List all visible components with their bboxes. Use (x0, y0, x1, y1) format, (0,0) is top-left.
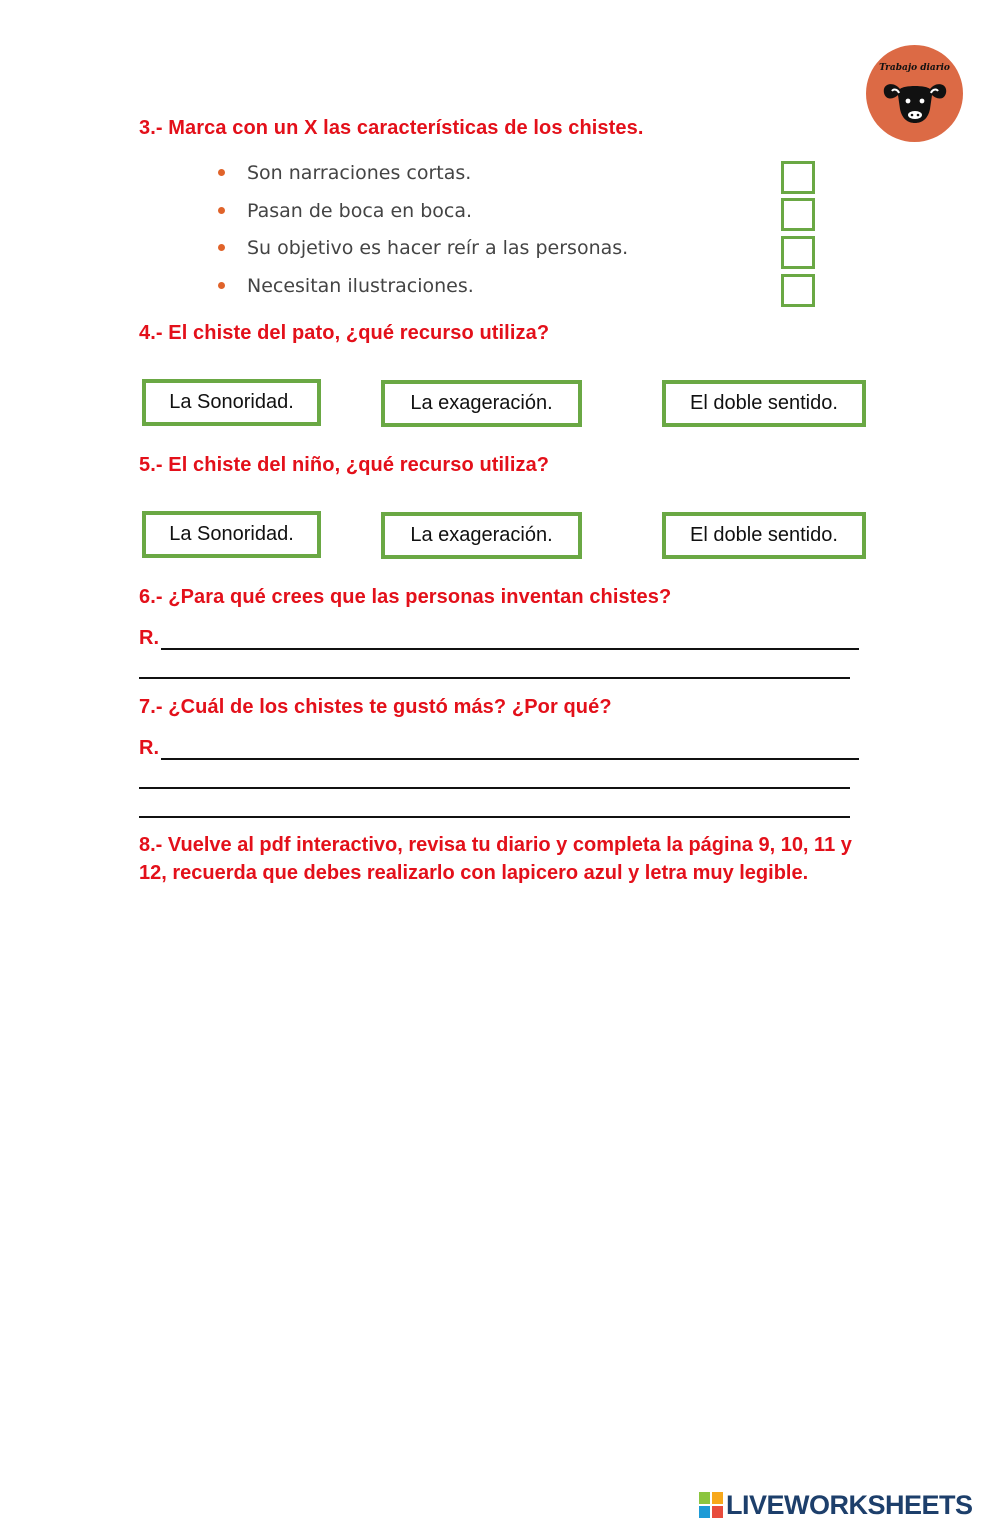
worksheet-logo (866, 45, 963, 142)
brand-name: LIVEWORKSHEETS (726, 1489, 973, 1520)
q5-option-sonoridad[interactable]: La Sonoridad. (142, 511, 321, 558)
logo-caption: Trabajo diario (879, 63, 950, 73)
q5-option-doble-sentido[interactable]: El doble sentido. (662, 512, 866, 559)
bullet-icon (218, 244, 225, 251)
bullet-icon (218, 282, 225, 289)
checkbox-item-1[interactable] (781, 161, 815, 194)
bullet-icon (218, 169, 225, 176)
answer-6-line-2[interactable] (139, 677, 850, 679)
liveworksheets-logo-icon (699, 1492, 723, 1518)
question-8-text: 8.- Vuelve al pdf interactivo, revisa tu diario y completa la página 9, 10, 11 y 12, recuerda que debes realizarlo con lapicero azul y letra muy legible. (139, 834, 852, 884)
bullet-icon (218, 207, 225, 214)
buffalo-icon (880, 79, 950, 125)
answer-6-prefix: R. (139, 627, 159, 649)
answer-7-line-2[interactable] (139, 787, 850, 789)
question-4-title: 4.- El chiste del pato, ¿qué recurso utiliza? (139, 322, 550, 344)
checkbox-item-2[interactable] (781, 198, 815, 231)
answer-7-line-3[interactable] (139, 816, 850, 818)
question-3-title: 3.- Marca con un X las características de los chistes. (139, 117, 644, 139)
q4-option-sonoridad[interactable]: La Sonoridad. (142, 379, 321, 426)
q4-option-exageracion[interactable]: La exageración. (381, 380, 582, 427)
q4-option-doble-sentido[interactable]: El doble sentido. (662, 380, 866, 427)
answer-7-line-1[interactable] (161, 758, 859, 760)
answer-7-prefix: R. (139, 737, 159, 759)
question-7-title: 7.- ¿Cuál de los chistes te gustó más? ¿Por qué? (139, 696, 612, 718)
question-5-title: 5.- El chiste del niño, ¿qué recurso utiliza? (139, 454, 550, 476)
checkbox-item-4[interactable] (781, 274, 815, 307)
checkbox-item-3[interactable] (781, 236, 815, 269)
question-6-title: 6.- ¿Para qué crees que las personas inventan chistes? (139, 586, 672, 608)
q5-option-exageracion[interactable]: La exageración. (381, 512, 582, 559)
answer-6-line-1[interactable] (161, 648, 859, 650)
liveworksheets-brand (699, 1490, 973, 1520)
